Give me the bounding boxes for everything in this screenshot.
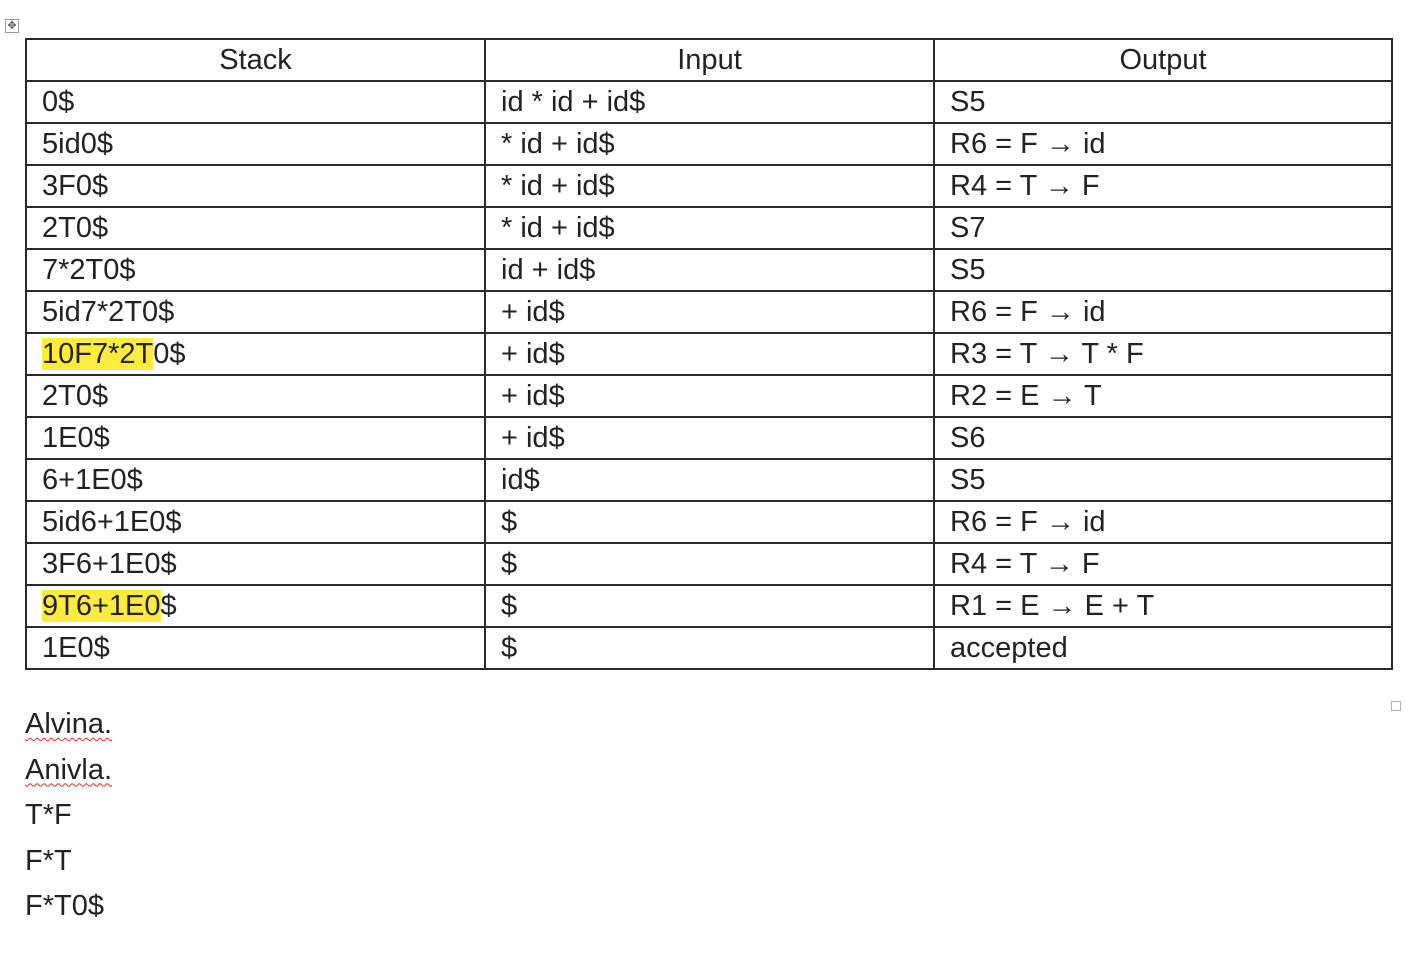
header-stack: Stack: [26, 39, 485, 81]
table-row: [26, 375, 1392, 417]
input-cell[interactable]: $: [485, 543, 934, 585]
output-cell[interactable]: S5: [934, 459, 1392, 501]
input-cell[interactable]: * id + id$: [485, 165, 934, 207]
stack-cell[interactable]: 6+1E0$: [26, 459, 485, 501]
table-row: [26, 543, 1392, 585]
spellcheck-word: Anivla.: [25, 753, 113, 786]
output-cell[interactable]: S5: [934, 81, 1392, 123]
table-row: [26, 81, 1392, 123]
table-row: [26, 249, 1392, 291]
output-cell[interactable]: R1 = E → E + T: [934, 585, 1392, 627]
stack-cell[interactable]: 2T0$: [26, 207, 485, 249]
table-row: [26, 291, 1392, 333]
table-row: [26, 627, 1392, 669]
output-cell[interactable]: S6: [934, 417, 1392, 459]
stack-text: 0$: [153, 338, 186, 370]
table-resize-handle-icon[interactable]: [1391, 701, 1401, 711]
table-row: [26, 165, 1392, 207]
highlighted-text: 9T6+1E0: [42, 590, 161, 622]
note-line[interactable]: [25, 748, 112, 794]
notes-paragraphs: [25, 702, 112, 930]
input-cell[interactable]: id * id + id$: [485, 81, 934, 123]
input-cell[interactable]: + id$: [485, 291, 934, 333]
header-output: Output: [934, 39, 1392, 81]
output-cell[interactable]: R3 = T → T * F: [934, 333, 1392, 375]
stack-cell[interactable]: 3F6+1E0$: [26, 543, 485, 585]
stack-cell[interactable]: 1E0$: [26, 627, 485, 669]
stack-text: $: [160, 590, 177, 622]
output-cell[interactable]: R6 = F → id: [934, 291, 1392, 333]
input-cell[interactable]: $: [485, 501, 934, 543]
header-input: Input: [485, 39, 934, 81]
stack-cell[interactable]: 5id0$: [26, 123, 485, 165]
table-row: [26, 123, 1392, 165]
input-cell[interactable]: id$: [485, 459, 934, 501]
stack-cell[interactable]: 0$: [26, 81, 485, 123]
output-cell[interactable]: R6 = F → id: [934, 123, 1392, 165]
stack-cell[interactable]: 1E0$: [26, 417, 485, 459]
output-cell[interactable]: S5: [934, 249, 1392, 291]
output-cell[interactable]: S7: [934, 207, 1392, 249]
note-line[interactable]: [25, 702, 112, 748]
note-line[interactable]: F*T: [25, 844, 72, 877]
input-cell[interactable]: + id$: [485, 375, 934, 417]
parse-table: [25, 38, 1393, 670]
stack-cell[interactable]: 3F0$: [26, 165, 485, 207]
output-cell[interactable]: accepted: [934, 627, 1392, 669]
output-cell[interactable]: R2 = E → T: [934, 375, 1392, 417]
stack-cell[interactable]: 5id6+1E0$: [26, 501, 485, 543]
input-cell[interactable]: id + id$: [485, 249, 934, 291]
output-cell[interactable]: R6 = F → id: [934, 501, 1392, 543]
table-row: [26, 207, 1392, 249]
table-row: [26, 417, 1392, 459]
spellcheck-word: Alvina.: [25, 708, 113, 740]
stack-cell[interactable]: [26, 333, 485, 375]
output-cell[interactable]: R4 = T → F: [934, 165, 1392, 207]
table-header-row: [26, 39, 1392, 81]
note-line[interactable]: F*T0$: [25, 890, 104, 922]
stack-cell[interactable]: 2T0$: [26, 375, 485, 417]
input-cell[interactable]: $: [485, 627, 934, 669]
input-cell[interactable]: * id + id$: [485, 123, 934, 165]
note-line[interactable]: T*F: [25, 799, 72, 831]
stack-cell[interactable]: [26, 585, 485, 627]
table-row: [26, 333, 1392, 375]
input-cell[interactable]: $: [485, 585, 934, 627]
table-row: [26, 585, 1392, 627]
table-move-handle-icon[interactable]: ✥: [5, 19, 19, 33]
output-cell[interactable]: R4 = T → F: [934, 543, 1392, 585]
input-cell[interactable]: + id$: [485, 333, 934, 375]
table-row: [26, 501, 1392, 543]
stack-cell[interactable]: 7*2T0$: [26, 249, 485, 291]
input-cell[interactable]: * id + id$: [485, 207, 934, 249]
table-row: [26, 459, 1392, 501]
stack-cell[interactable]: 5id7*2T0$: [26, 291, 485, 333]
highlighted-text: 10F7*2T: [42, 338, 154, 370]
input-cell[interactable]: + id$: [485, 417, 934, 459]
